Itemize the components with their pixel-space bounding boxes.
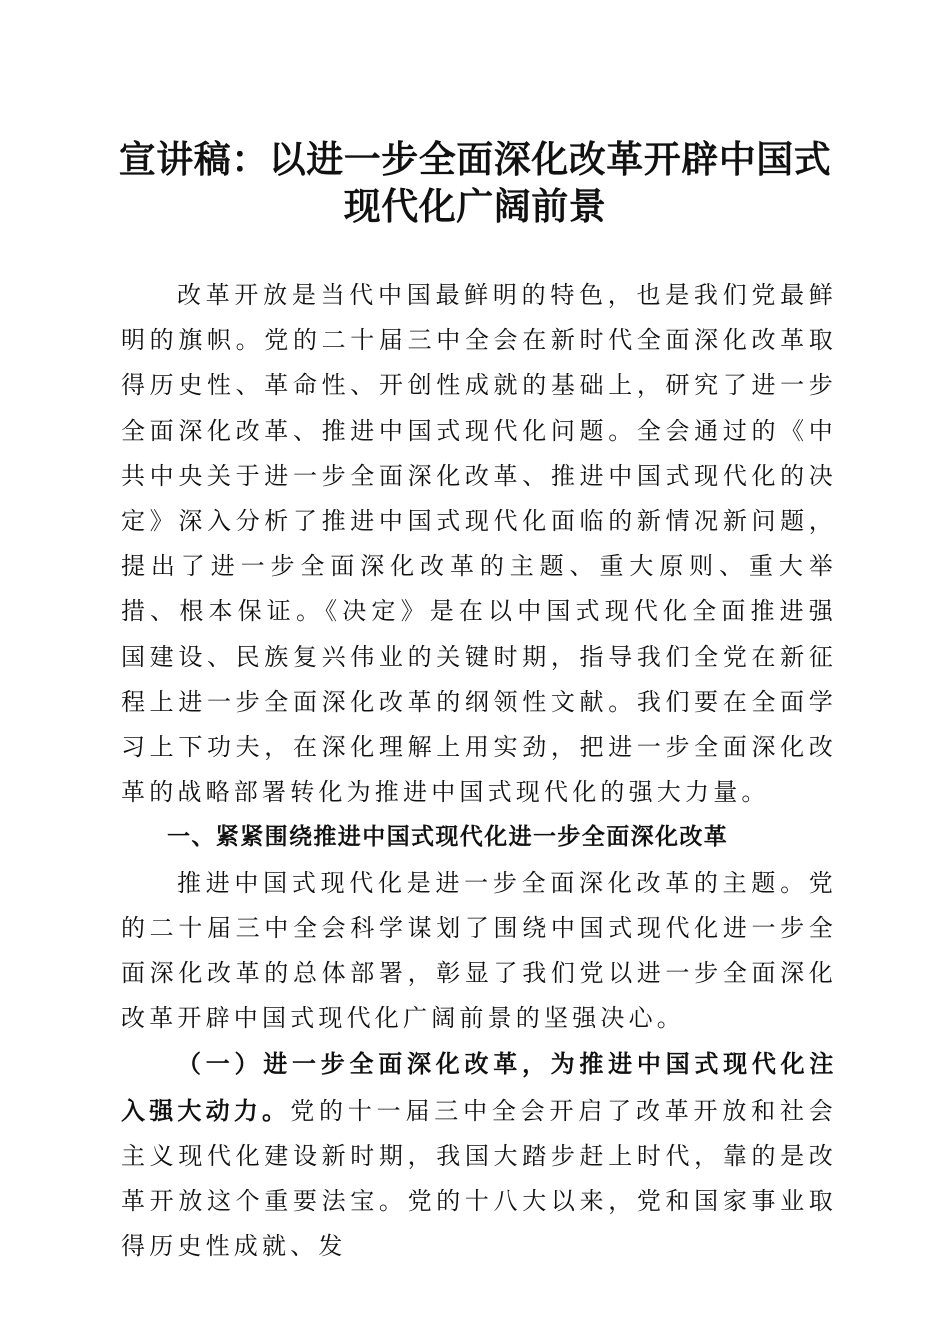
document-title: 宣讲稿：以进一步全面深化改革开辟中国式现代化广阔前景 xyxy=(118,138,832,228)
section-1-paragraph: 推进中国式现代化是进一步全面深化改革的主题。党的二十届三中全会科学谋划了围绕中国式现代化进一步全面深化改革的总体部署，彰显了我们党以进一步全面深化改革开辟中国式现代化广阔前景的坚强决心。 xyxy=(121,868,837,1033)
document-body xyxy=(121,273,837,1269)
subsection-1-lead: （一）进一步全面深化改革，为推进中国式现代化注入强大动力。 xyxy=(121,1049,837,1125)
section-heading-1: 一、紧紧围绕推进中国式现代化进一步全面深化改革 xyxy=(167,824,729,851)
subsection-1-body: 党的十一届三中全会开启了改革开放和社会主义现代化建设新时期，我国大踏步赶上时代，靠的是改革开放这个重要法宝。党的十八大以来，党和国家事业取得历史性成就、发 xyxy=(121,1096,837,1261)
subsection-1-paragraph xyxy=(121,1041,837,1269)
intro-paragraph: 改革开放是当代中国最鲜明的特色，也是我们党最鲜明的旗帜。党的二十届三中全会在新时代全面深化改革取得历史性、革命性、开创性成就的基础上，研究了进一步全面深化改革、推进中国式现代化问题。全会通过的《中共中央关于进一步全面深化改革、推进中国式现代化的决定》深入分析了推进中国式现代化面临的新情况新问题，提出了进一步全面深化改革的主题、重大原则、重大举措、根本保证。《决定》是在以中国式现代化全面推进强国建设、民族复兴伟业的关键时期，指导我们全党在新征程上进一步全面深化改革的纲领性文献。我们要在全面学习上下功夫，在深化理解上用实劲，把进一步全面深化改革的战略部署转化为推进中国式现代化的强大力量。 xyxy=(121,281,837,807)
